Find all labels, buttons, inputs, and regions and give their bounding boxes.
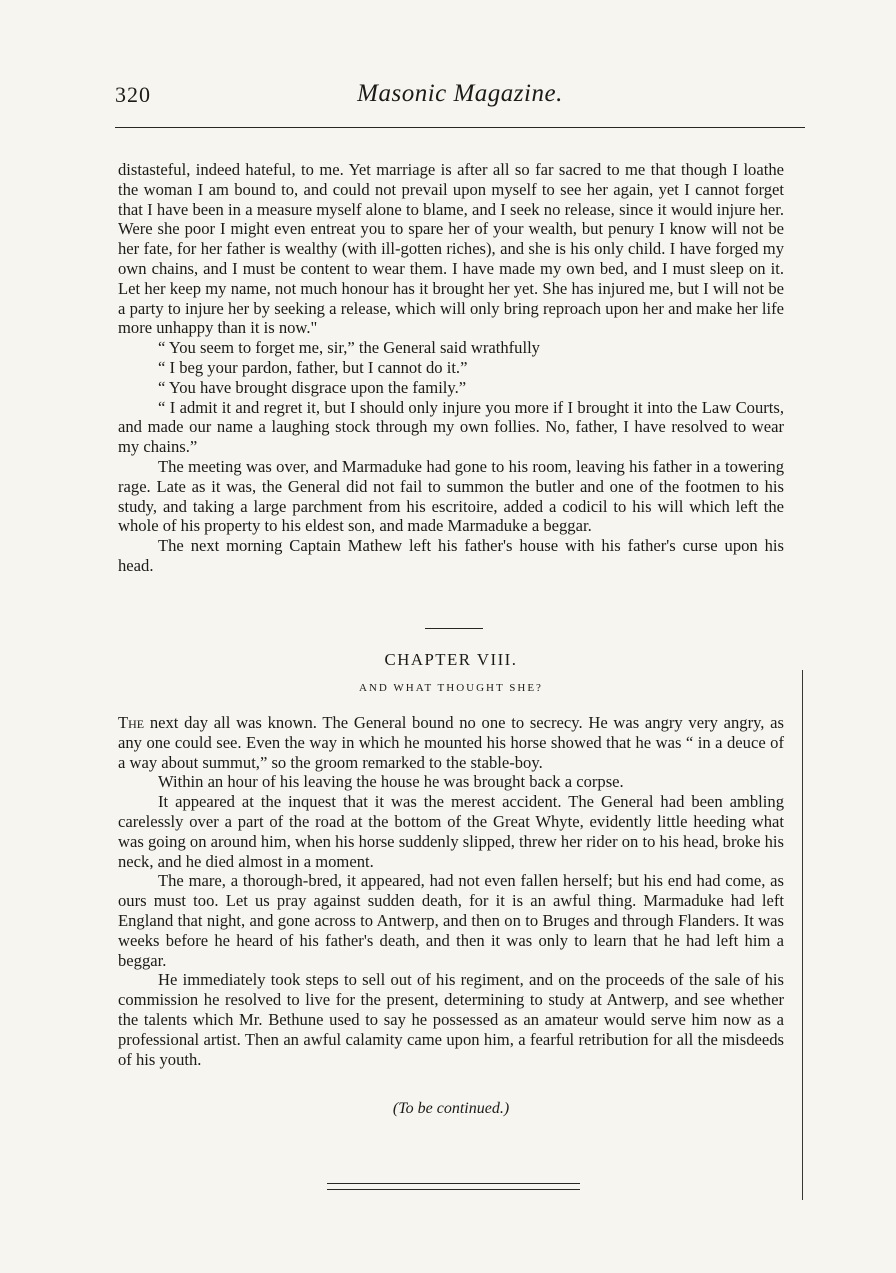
section-divider (425, 628, 483, 629)
paragraph: It appeared at the inquest that it was the merest accident. The General had been ambling carelessly over a part of the road at the bottom of the Great Whyte, evidently little heeding what was going on around him, when his horse suddenly slipped, threw her rider on to his head, broke his neck, and he died almost in a moment. (118, 792, 784, 871)
page-number: 320 (115, 82, 151, 107)
paragraph: “ I beg your pardon, father, but I cannot do it.” (158, 357, 468, 377)
paragraph: Within an hour of his leaving the house he was brought back a corpse. (158, 772, 624, 792)
paragraph: The next morning Captain Mathew left his father's house with his father's curse upon his head. (118, 536, 784, 575)
header-rule (115, 127, 805, 128)
to-be-continued: (To be continued.) (392, 1100, 510, 1117)
lead-word: The (118, 713, 145, 732)
end-rule-thin (327, 1189, 580, 1190)
paragraph: “ You have brought disgrace upon the family.” (158, 377, 467, 397)
paragraph-opening (118, 713, 784, 772)
page-header (115, 78, 805, 112)
chapter-title: CHAPTER VIII. (384, 650, 518, 669)
paragraph: The mare, a thorough-bred, it appeared, had not even fallen herself; but his end had come, as ours must too. Let us pray against sudden death, for it is an awful thing. Marmaduke had left England that night, and gone across to Antwerp, and then on to Bruges and through Flanders. It was weeks before he heard of his father's death, and then it was only to learn that he had left him a beggar. (118, 871, 784, 970)
end-rule (327, 1183, 580, 1184)
paragraph-opening-text: next day all was known. The General bound no one to secrecy. He was angry very angry, as any one could see. Even the way in which he mounted his horse showed that he was “ in a deuce of a way about summut,” so the groom remarked to the stable-boy. (118, 713, 784, 772)
text-block-chapter (118, 713, 784, 1069)
paragraph: “ You seem to forget me, sir,” the General said wrathfully (158, 338, 540, 358)
paragraph: “ I admit it and regret it, but I should only injure you more if I brought it into the Law Courts, and made our name a laughing stock through my own follies. No, father, I have resolved to wear my chains.” (118, 397, 784, 457)
chapter-subtitle: AND WHAT THOUGHT SHE? (359, 682, 543, 694)
margin-line (802, 670, 803, 1200)
paragraph: The meeting was over, and Marmaduke had gone to his room, leaving his father in a towering rage. Late as it was, the General did not fail to summon the butler and one of the footmen to his study, and taking a large parchment from his escritoire, added a codicil to his will which left the whole of his property to his eldest son, and made Marmaduke a beggar. (118, 456, 784, 536)
running-title: Masonic Magazine. (357, 80, 563, 107)
paragraph: distasteful, indeed hateful, to me. Yet marriage is after all so far sacred to me that though I loathe the woman I am bound to, and could not prevail upon myself to see her again, yet I cannot forget that I have been in a measure myself alone to blame, and I seek no release, since it would injure her. Were she poor I might even entreat you to spare her of your wealth, but penury I know will not be her fate, for her father is wealthy (with ill-gotten riches), and she is his only child. I have forged my own chains, and I must be content to wear them. I have made my own bed, and I must sleep on it. Let her keep my name, not much honour has it brought her yet. She has injured me, but I will not be a party to injure her by seeking a release, which will only bring reproach upon her and make her life more unhappy than it is now." (118, 160, 784, 338)
paragraph: He immediately took steps to sell out of his regiment, and on the proceeds of the sale of his commission he resolved to live for the present, determining to study at Antwerp, and see whether the talents which Mr. Bethune used to say he possessed as an amateur would serve him now as a professional artist. Then an awful calamity came upon him, a fearful retribution for all the misdeeds of his youth. (118, 970, 784, 1069)
text-block-continuation (118, 160, 784, 576)
